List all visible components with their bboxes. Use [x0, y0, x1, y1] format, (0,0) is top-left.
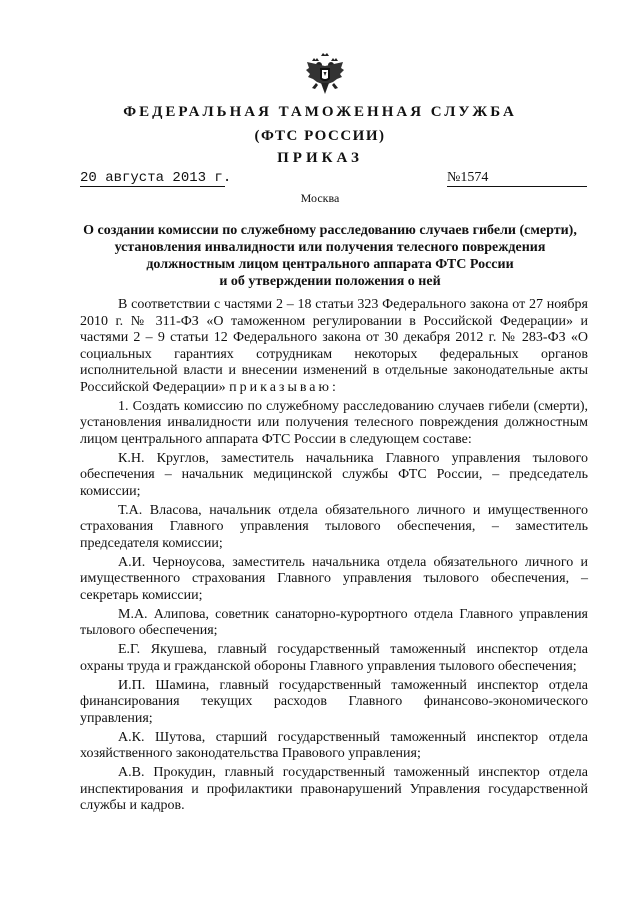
- document-date: 20 августа 2013 г.: [80, 170, 232, 186]
- order-item-1: 1. Создать комиссию по служебному расследованию случаев гибели (смерти), установления инвалидности или получения телесного повреждения должностным лицом центрального аппарата ФТС России в следующем составе:: [80, 398, 588, 447]
- document-type: ПРИКАЗ: [277, 150, 363, 166]
- commission-member: А.К. Шутова, старший государственный таможенный инспектор отдела хозяйственного законодательства Правового управления;: [80, 729, 588, 761]
- commission-member: А.В. Прокудин, главный государственный таможенный инспектор отдела инспектирования и профилактики правонарушений Управления государственной службы и кадров.: [80, 765, 588, 813]
- commission-member: И.П. Шамина, главный государственный таможенный инспектор отдела финансирования текущих расходов Главного финансово-экономического управления;: [80, 677, 588, 726]
- title-line: установления инвалидности или получения телесного повреждения: [114, 240, 546, 255]
- title-line: должностным лицом центрального аппарата ФТС России: [146, 257, 514, 272]
- document-body: [80, 297, 588, 817]
- order-word: приказываю:: [229, 379, 339, 395]
- coat-of-arms-icon: [303, 52, 347, 96]
- title-line: и об утверждении положения о ней: [219, 274, 441, 289]
- agency-name: ФЕДЕРАЛЬНАЯ ТАМОЖЕННАЯ СЛУЖБА: [123, 104, 517, 120]
- preamble-paragraph: [80, 297, 588, 396]
- commission-member: Т.А. Власова, начальник отдела обязательного личного и имущественного страхования Главного управления тылового обеспечения, – заместитель председателя комиссии;: [80, 502, 588, 551]
- title-line: О создании комиссии по служебному расследованию случаев гибели (смерти),: [83, 223, 577, 238]
- document-city: Москва: [300, 191, 340, 205]
- agency-abbreviation: (ФТС РОССИИ): [254, 128, 386, 144]
- document-title: [70, 222, 590, 290]
- preamble-text: В соответствии с частями 2 – 18 статьи 323 Федерального закона от 27 ноября 2010 г. № 311-ФЗ «О таможенном регулировании в Российской Федерации» и частями 2 – 9 статьи 12 Федерального закона от 30 декабря 2012 г. № 283-ФЗ «О социальных гарантиях сотрудникам некоторых федеральных органов исполнительной власти и внесении изменений в отдельные законодательные акты Российской Федерации»: [80, 297, 588, 395]
- document-number: №1574: [447, 170, 587, 187]
- commission-member: Е.Г. Якушева, главный государственный таможенный инспектор отдела охраны труда и гражданской обороны Главного управления тылового обеспечения;: [80, 642, 588, 674]
- commission-member: М.А. Алипова, советник санаторно-курортного отдела Главного управления тылового обеспечения;: [80, 606, 588, 638]
- commission-member: А.И. Черноусова, заместитель начальника отдела обязательного личного и имущественного страхования Главного управления тылового обеспечения, – секретарь комиссии;: [80, 554, 588, 603]
- commission-member: К.Н. Круглов, заместитель начальника Главного управления тылового обеспечения – начальник медицинской службы ФТС России, – председатель комиссии;: [80, 450, 588, 499]
